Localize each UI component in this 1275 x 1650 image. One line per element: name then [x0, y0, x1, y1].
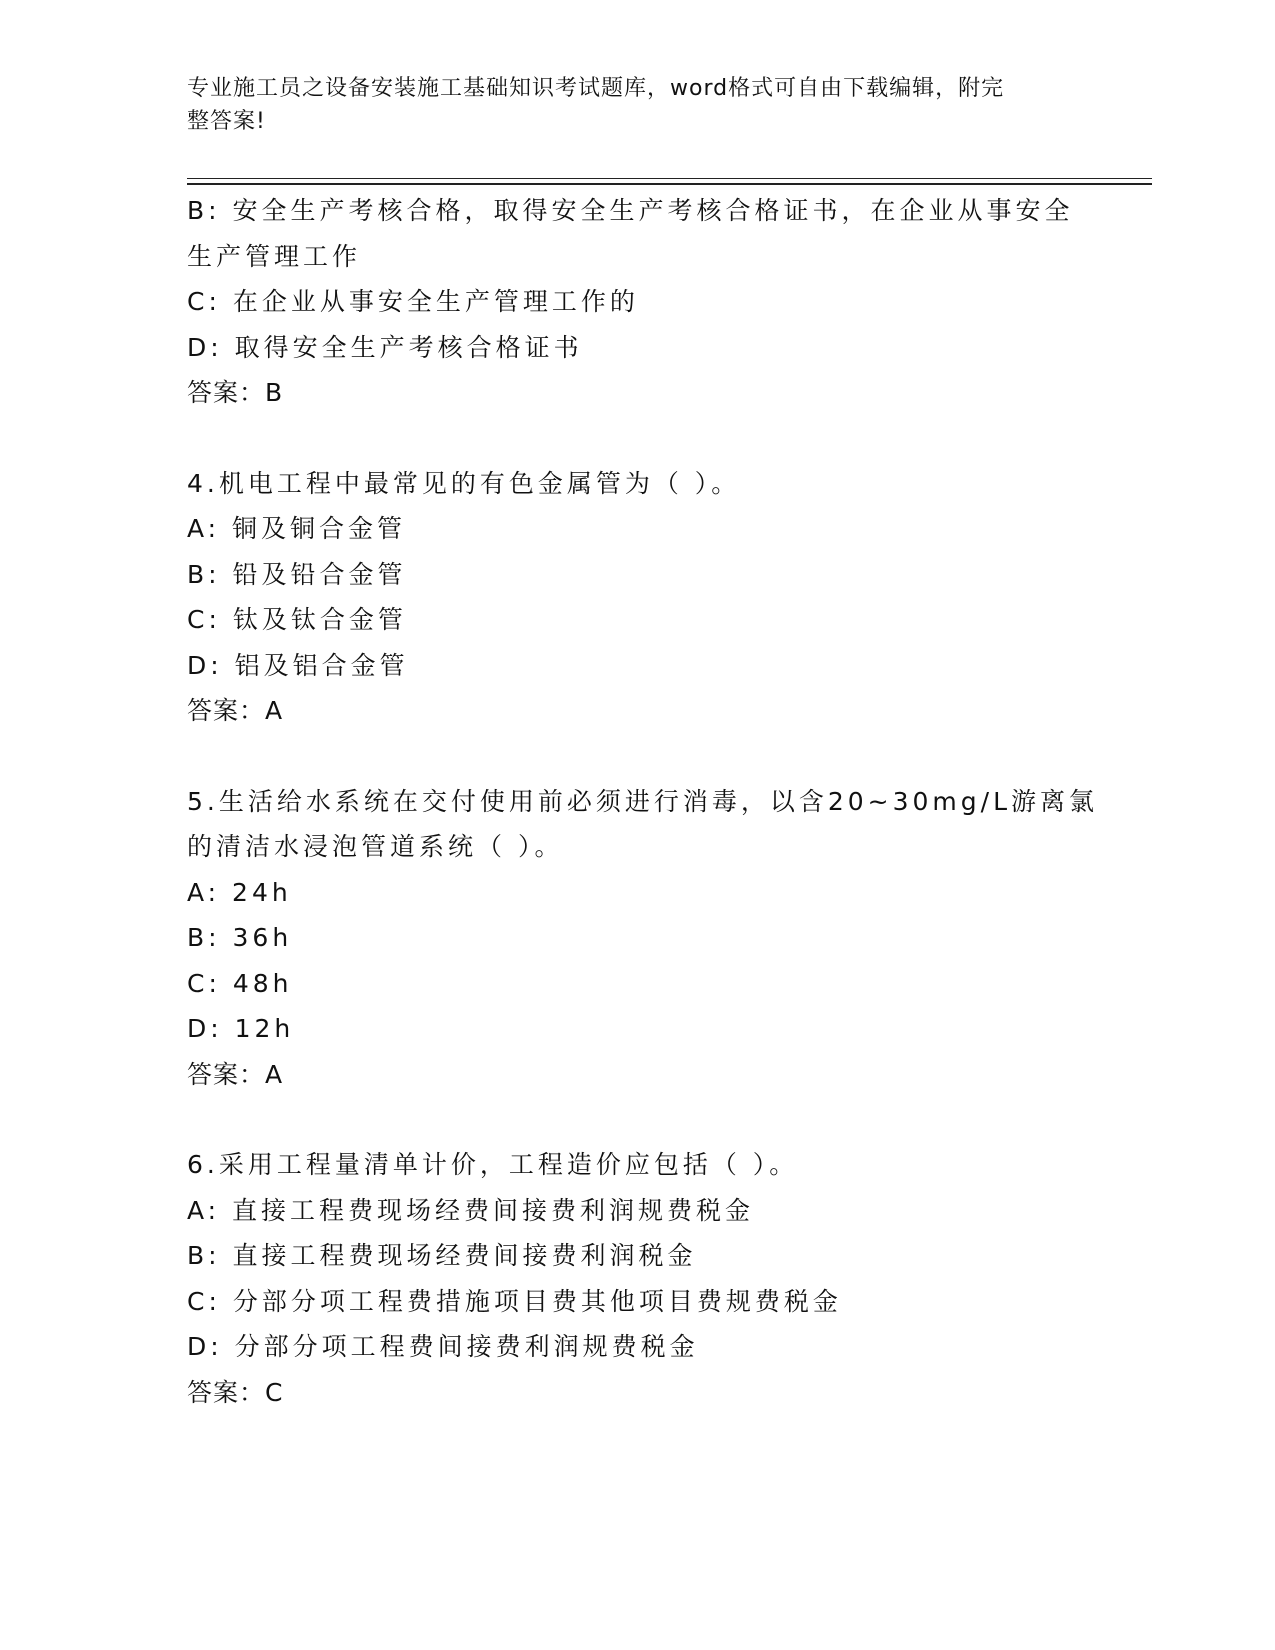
question-stem: 6.采用工程量清单计价，工程造价应包括（ ）。: [187, 1150, 799, 1179]
option-a: A: 直接工程费现场经费间接费利润规费税金: [187, 1195, 755, 1225]
option-c: C: 钛及钛合金管: [187, 605, 407, 634]
answer-line: 答案：A: [187, 1059, 284, 1089]
option-c: C: 在企业从事安全生产管理工作的: [187, 287, 639, 316]
block-spacer: [187, 1097, 1117, 1142]
option-d: D: 取得安全生产考核合格证书: [187, 332, 583, 362]
header-divider-bottom: [187, 183, 1152, 185]
question-list: [187, 188, 1117, 1415]
document-header: [187, 72, 1067, 138]
option-b: B: 直接工程费现场经费间接费利润税金: [187, 1241, 697, 1270]
block-spacer: [187, 416, 1117, 461]
answer-line: 答案：C: [187, 1377, 284, 1407]
option-b: B: 36h: [187, 923, 293, 952]
question-block-5: [187, 779, 1117, 1098]
option-d: D: 12h: [187, 1014, 295, 1043]
question-stem-line-1: 5.生活给水系统在交付使用前必须进行消毒，以含20~30mg/L游离氯: [187, 786, 1098, 816]
header-title-line-2: 整答案!: [187, 109, 266, 134]
question-block-3: [187, 188, 1117, 416]
option-a: A: 铜及铜合金管: [187, 514, 407, 543]
answer-line: 答案：A: [187, 696, 284, 725]
question-stem: 4.机电工程中最常见的有色金属管为（ ）。: [187, 468, 741, 498]
option-b-line-1: B: 安全生产考核合格，取得安全生产考核合格证书，在企业从事安全: [187, 196, 1074, 225]
question-block-4: [187, 461, 1117, 734]
header-title-line-1: 专业施工员之设备安装施工基础知识考试题库，word格式可自由下载编辑，附完: [187, 76, 1005, 101]
option-d: D: 分部分项工程费间接费利润规费税金: [187, 1332, 699, 1361]
option-b: B: 铅及铅合金管: [187, 559, 407, 589]
block-spacer: [187, 734, 1117, 779]
option-c: C: 48h: [187, 968, 293, 998]
answer-line: 答案：B: [187, 378, 284, 407]
option-b-line-2: 生产管理工作: [187, 241, 362, 271]
question-block-6: [187, 1142, 1117, 1415]
header-divider-top: [187, 178, 1152, 179]
option-d: D: 铝及铝合金管: [187, 650, 409, 680]
question-stem-line-2: 的清洁水浸泡管道系统（ ）。: [187, 832, 564, 861]
option-a: A: 24h: [187, 877, 292, 907]
option-c: C: 分部分项工程费措施项目费其他项目费规费税金: [187, 1286, 842, 1316]
